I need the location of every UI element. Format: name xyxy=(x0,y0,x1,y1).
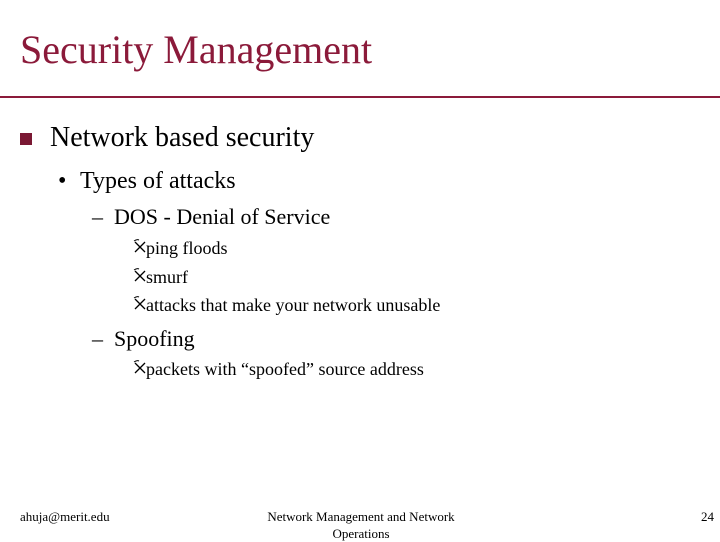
item-text: packets with “spoofed” source address xyxy=(146,359,424,379)
dash-bullet-icon: – xyxy=(92,326,103,351)
x-bullet-icon xyxy=(133,294,147,312)
square-bullet-icon xyxy=(20,133,32,145)
dot-bullet-icon: • xyxy=(58,168,67,194)
slide-title: Security Management xyxy=(20,27,373,72)
x-bullet-icon xyxy=(133,358,147,376)
item-text: ping floods xyxy=(146,238,228,258)
bullet-text: Network based security xyxy=(50,122,315,153)
footer-course-title: Network Management and Network Operations xyxy=(267,509,455,541)
x-bullet-icon xyxy=(133,237,147,255)
dash-bullet-icon: – xyxy=(92,204,103,229)
item-text: attacks that make your network unusable xyxy=(146,295,441,315)
title-divider xyxy=(0,96,720,98)
x-bullet-icon xyxy=(133,266,147,284)
item-text: smurf xyxy=(146,267,188,287)
bullet-text: Spoofing xyxy=(114,326,195,351)
page-number: 24 xyxy=(701,509,714,524)
bullet-text: DOS - Denial of Service xyxy=(114,204,331,229)
bullet-text: Types of attacks xyxy=(80,168,236,194)
footer-email: ahuja@merit.edu xyxy=(20,509,110,524)
